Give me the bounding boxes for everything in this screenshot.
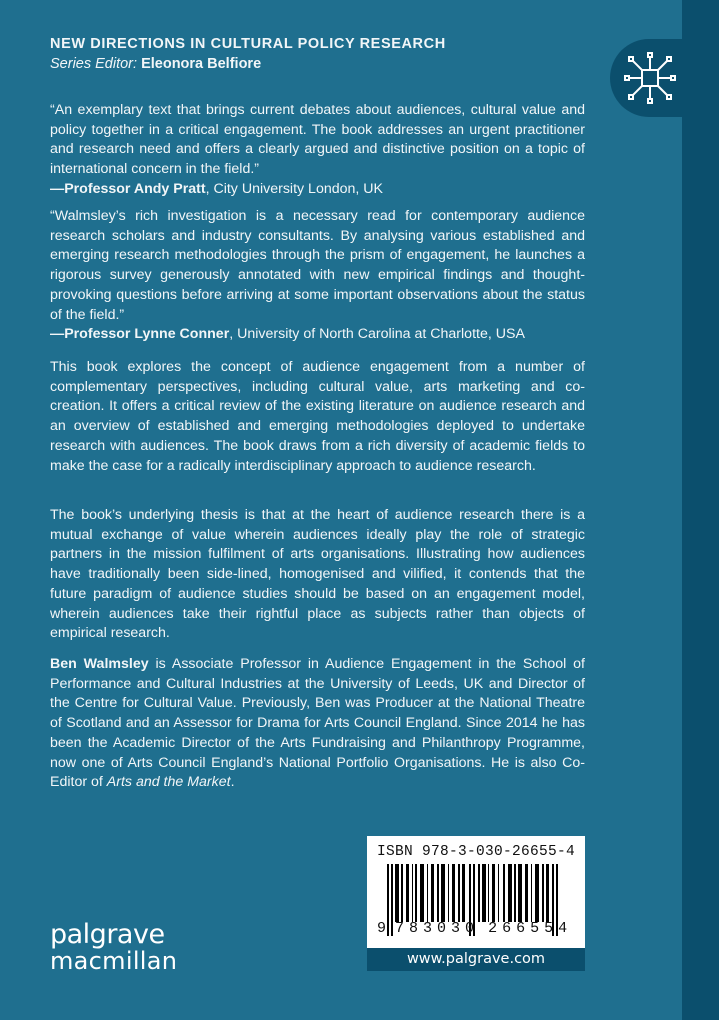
publisher-logo: palgrave macmillan [50,919,178,975]
description-paragraph: The book’s underlying thesis is that at the heart of audience research there is a mutual exchange of value wherein audiences ideally play the role of strategic partners in the mission fulfilment of arts organisations. Illustrating how audiences have traditionally been side-lined, homogenised and vilified, it contends that the future paradigm of audience studies should be based on an engagement model, wherein audiences take their rightful place as subjects rather than objects of empirical research. [50,507,585,642]
endorsement-quote: “Walmsley’s rich investigation is a necessary read for contemporary audience research scholars and industry consultants. By analysing various established and emerging research methodologies through the prism of engagement, he launches a rigorous survey generously annotated with new empirical findings and thought-provoking questions before arriving at some important observations about the status of the field.” —Professor Lynne Conner, University of North Carolina at Charlotte, USA [50,207,585,345]
book-spine [682,0,719,1020]
endorsement-quote: “An exemplary text that brings current debates about audiences, cultural value and policy together in a critical engagement. The book addresses an urgent practitioner and research need and offers a clearly argued and distinctive position on a topic of international concern in the field.” —Professor Andy Pratt, City University London, UK [50,101,585,200]
publisher-url: www.palgrave.com [367,948,585,971]
network-chip-icon [623,51,677,105]
barcode-digits: 9 783030 266554 [377,920,573,937]
quote-attribution: —Professor Andy Pratt, City University London, UK [50,180,383,197]
isbn-barcode-box [367,836,585,971]
series-title: NEW DIRECTIONS IN CULTURAL POLICY RESEARCH [50,36,446,52]
description-paragraph: This book explores the concept of audience engagement from a number of complementary perspectives, including cultural value, arts marketing and co-creation. It offers a critical review of the existing literature on audience research and an overview of established and emerging methodologies deployed to undertake research with audiences. The book draws from a rich diversity of academic fields to make the case for a radically interdisciplinary approach to audience research. [50,359,585,474]
series-editor: Series Editor: Eleonora Belfiore [50,56,262,72]
author-bio: Ben Walmsley is Associate Professor in Audience Engagement in the School of Performance and Cultural Industries at the University of Leeds, UK and Director of the Centre for Cultural Value. Previously, Ben was Producer at the National Theatre of Scotland and an Assessor for Drama for Arts Council England. Since 2014 he has been the Academic Director of the Arts Fundraising and Philanthropy Programme, now one of Arts Council England’s National Portfolio Organisations. He is also Co-Editor of Arts and the Market. [50,656,585,791]
series-logo-badge [610,39,690,117]
isbn-label: ISBN 978-3-030-26655-4 [376,844,576,860]
quote-attribution: —Professor Lynne Conner, University of North Carolina at Charlotte, USA [50,326,525,343]
book-title: Arts and the Market [106,774,231,791]
author-name: Ben Walmsley [50,656,149,672]
editor-name: Eleonora Belfiore [141,56,262,72]
